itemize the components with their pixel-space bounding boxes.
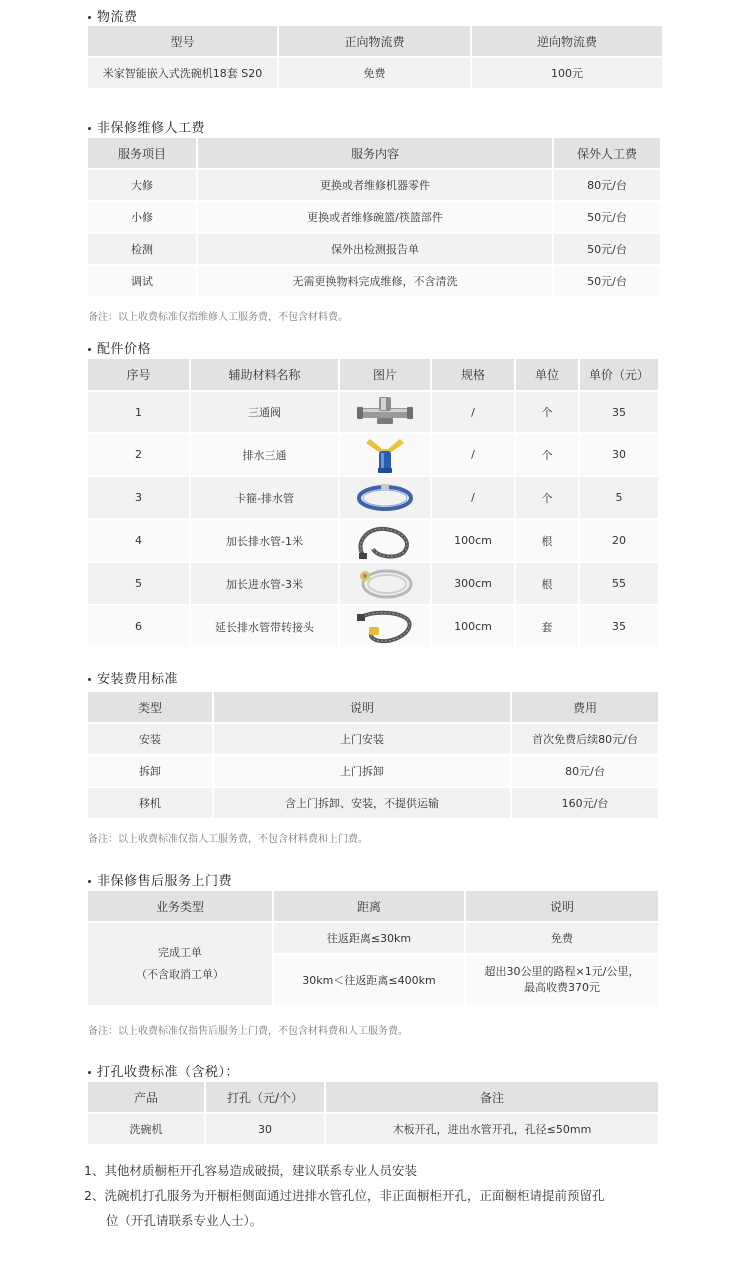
extension-hose-icon xyxy=(353,607,417,647)
header-product: 产品 xyxy=(88,1082,204,1114)
visit-title: 非保修售后服务上门费 xyxy=(88,870,232,889)
footer-item-2: 2、洗碗机打孔服务为开橱柜侧面通过进排水管孔位，非正面橱柜开孔，正面橱柜请提前预留孔 xyxy=(84,1188,605,1203)
clamp-icon xyxy=(353,480,417,516)
header-remark: 备注 xyxy=(326,1082,658,1114)
header-unit-price: 单价（元） xyxy=(580,359,658,392)
table-row: 洗碗机 30 木板开孔，进出水管开孔，孔径≤50mm xyxy=(88,1114,658,1146)
valve-icon xyxy=(353,393,417,431)
table-row: 小修 更换或者维修碗篮/筷篮部件 50元/台 xyxy=(88,202,660,234)
table-row: 6 延长排水管带转接头 100cm 套 35 xyxy=(88,606,658,649)
table-row: 4 加长排水管-1米 100cm 根 20 xyxy=(88,520,658,563)
header-service-item: 服务项目 xyxy=(88,138,196,170)
repair-title: 非保修维修人工费 xyxy=(88,117,205,136)
header-spec: 规格 xyxy=(432,359,514,392)
drain-tee-icon xyxy=(360,435,410,475)
header-material-name: 辅助材料名称 xyxy=(191,359,338,392)
table-row: 大修 更换或者维修机器零件 80元/台 xyxy=(88,170,660,202)
visit-note: 备注：以上收费标准仅指售后服务上门费，不包含材料费和人工服务费。 xyxy=(88,1026,408,1037)
header-labor-fee: 保外人工费 xyxy=(554,138,660,170)
footer-notes xyxy=(84,1158,604,1233)
install-title: 安装费用标准 xyxy=(88,668,178,687)
table-row: 30km＜往返距离≤400km 超出30公里的路程×1元/公里， 最高收费370元 xyxy=(88,955,658,1007)
logistics-table xyxy=(86,26,664,90)
header-model: 型号 xyxy=(88,26,277,58)
header-unit: 单位 xyxy=(516,359,578,392)
table-row: 5 加长进水管-3米 300cm 根 55 xyxy=(88,563,658,606)
header-distance: 距离 xyxy=(274,891,464,923)
table-row: 安装 上门安装 首次免费后续80元/台 xyxy=(88,724,658,756)
header-business-type: 业务类型 xyxy=(88,891,272,923)
inlet-hose-icon xyxy=(353,564,417,604)
table-row: 3 卡箍-排水管 / 个 5 xyxy=(88,477,658,520)
table-row: 检测 保外出检测报告单 50元/台 xyxy=(88,234,660,266)
drilling-title: 打孔收费标准（含税）： xyxy=(88,1061,239,1080)
drilling-table xyxy=(86,1082,660,1146)
table-row: 拆卸 上门拆卸 80元/台 xyxy=(88,756,658,788)
header-visit-description: 说明 xyxy=(466,891,658,923)
parts-table xyxy=(86,359,660,649)
footer-item-1: 1、其他材质橱柜开孔容易造成破损，建议联系专业人员安装 xyxy=(84,1163,417,1178)
header-forward-fee: 正向物流费 xyxy=(279,26,470,58)
header-fee: 费用 xyxy=(512,692,658,724)
visit-table xyxy=(86,891,660,1007)
table-row: 移机 含上门拆卸、安装，不提供运输 160元/台 xyxy=(88,788,658,820)
table-row: 完成工单 （不含取消工单） 往返距离≤30km 免费 xyxy=(88,923,658,955)
install-table xyxy=(86,692,660,820)
header-drilling-price: 打孔（元/个） xyxy=(206,1082,324,1114)
header-service-content: 服务内容 xyxy=(198,138,552,170)
header-picture: 图片 xyxy=(340,359,430,392)
table-row: 米家智能嵌入式洗碗机18套 S20 免费 100元 xyxy=(88,58,662,90)
logistics-title: 物流费 xyxy=(88,6,138,25)
parts-title: 配件价格 xyxy=(88,338,151,357)
install-note: 备注：以上收费标准仅指人工服务费，不包含材料费和上门费。 xyxy=(88,834,368,845)
header-reverse-fee: 逆向物流费 xyxy=(472,26,662,58)
header-description: 说明 xyxy=(214,692,510,724)
drain-hose-icon xyxy=(353,521,417,561)
header-type: 类型 xyxy=(88,692,212,724)
table-row: 2 排水三通 / 个 30 xyxy=(88,434,658,477)
repair-note: 备注：以上收费标准仅指维修人工服务费，不包含材料费。 xyxy=(88,312,348,323)
repair-table xyxy=(86,138,662,298)
header-no: 序号 xyxy=(88,359,189,392)
footer-item-2-cont: 位（开孔请联系专业人士）。 xyxy=(106,1213,263,1228)
table-row: 1 三通阀 / 个 35 xyxy=(88,392,658,434)
table-row: 调试 无需更换物料完成维修，不含清洗 50元/台 xyxy=(88,266,660,298)
